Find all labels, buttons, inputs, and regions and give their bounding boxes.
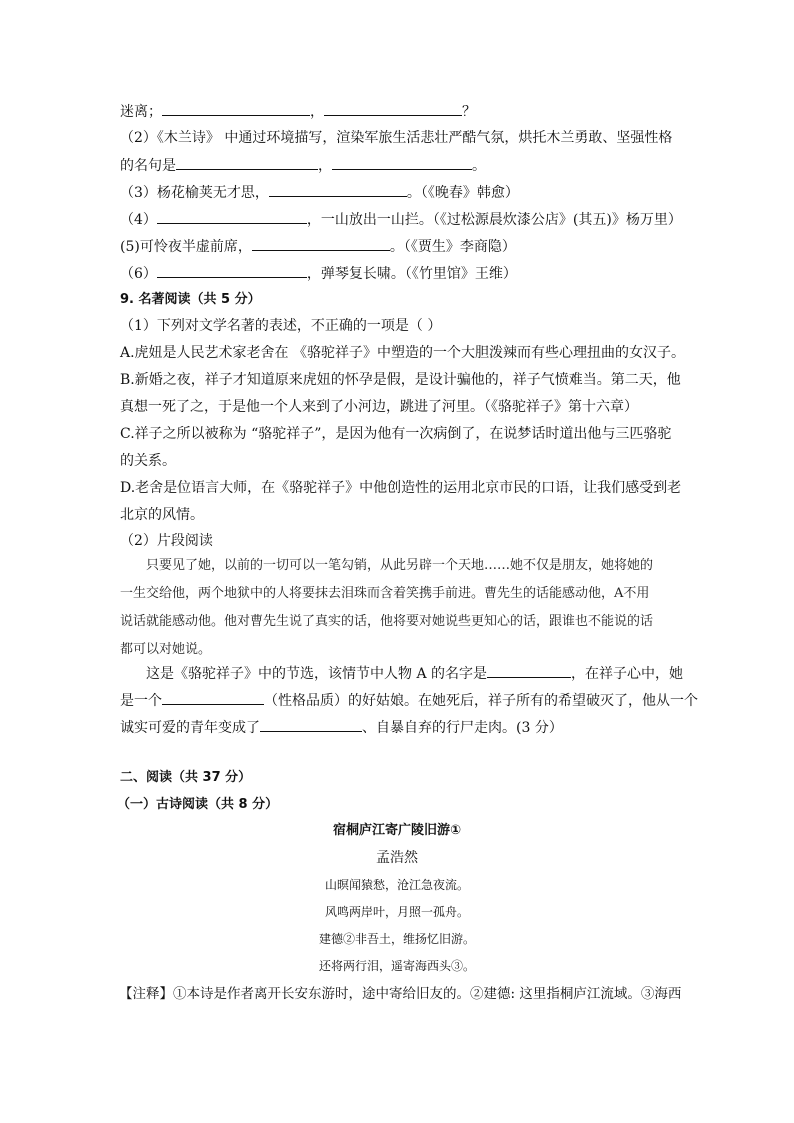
poem-line: 风鸣两岸叶，月照一孤舟。 (324, 905, 469, 919)
poem-notes (119, 984, 681, 1004)
poem-line: 建德②非吾土，维扬忆旧游。 (318, 932, 475, 946)
fill-line-4: （4） ，一山放出一山拦。（《过松源晨炊漆公店》(其五)》杨万里） (120, 209, 682, 230)
answer-blank[interactable] (157, 209, 307, 224)
fill-line-6: （6） ，弹琴复长啸。（《竹里馆》王维） (120, 263, 517, 284)
question-title: 9. 名著阅读（共 5 分） (120, 292, 261, 307)
answer-blank[interactable] (176, 155, 318, 170)
answer-blank[interactable] (252, 236, 390, 251)
fill-line-8: 是一个 （性格品质）的好姑娘。在她死后，祥子所有的希望破灭了，他从一个 (120, 690, 698, 711)
option-c-cont: 的关系。 (120, 453, 176, 469)
answer-blank[interactable] (269, 182, 407, 197)
question-text: （2）《木兰诗》 中通过环境描写，渲染军旅生活悲壮严酷气氛，烘托木兰勇敢、坚强性格 (120, 130, 673, 146)
poem-line: 山暝闻猿愁，沧江急夜流。 (324, 878, 469, 892)
line-label: 迷离； (120, 104, 162, 120)
poem-title: 宿桐庐江寄广陵旧游① (332, 823, 461, 838)
option-d-cont: 北京的风情。 (120, 507, 204, 523)
answer-blank[interactable] (162, 101, 310, 116)
fill-line-2: 的名句是 ， 。 (120, 155, 486, 176)
fill-line-9: 诚实可爱的青年变成了 、自暴自弃的行尸走肉。(3 分） (120, 717, 563, 738)
answer-blank[interactable] (487, 663, 571, 678)
fill-line-3: （3）杨花榆荚无才思， 。（《晚春》韩愈） (120, 182, 519, 203)
answer-blank[interactable] (324, 101, 462, 116)
answer-blank[interactable] (157, 263, 307, 278)
notes-label: 【注释】 (119, 986, 173, 1002)
answer-blank[interactable] (260, 717, 362, 732)
reading-passage (120, 552, 660, 664)
passage-text: 只要见了她，以前的一切可以一笔勾销，从此另辟一个天地……她不仅是朋友，她将她的一生交给他，两个地狱中的人将要抹去泪珠而含着笑携手前进。曹先生的话能感动他，A不用说话就能感动他。他对曹先生说了真实的话，他将要对她说些更知心的话，跟谁也不能说的话都可以对她说。 (120, 558, 654, 657)
sub-question: （2）片段阅读 (120, 533, 213, 549)
fill-line-1: 迷离； ， ？ (120, 101, 476, 122)
fill-line-7: 这是《骆驼祥子》中的节选，该情节中人物 A 的名字是 ，在祥子心中，她 (146, 663, 683, 684)
sub-question: （1）下列对文学名著的表述，不正确的一项是（ ） (120, 318, 442, 334)
section-title: 二、阅读（共 37 分） (120, 770, 252, 785)
poem-author: 孟浩然 (376, 850, 418, 866)
fill-line-5: (5)可怜夜半虚前席， 。（《贾生》李商隐） (120, 236, 516, 257)
option-b: B.新婚之夜，祥子才知道原来虎妞的怀孕是假，是设计骗他的，祥子气愤难当。第二天，他 (120, 372, 681, 388)
option-d: D.老舍是位语言大师，在《骆驼祥子》中他创造性的运用北京市民的口语，让我们感受到老 (120, 480, 682, 496)
poem-line: 还将两行泪，遥寄海西头③。 (318, 959, 475, 973)
answer-blank[interactable] (162, 690, 264, 705)
notes-text: ①本诗是作者离开长安东游时，途中寄给旧友的。②建德: 这里指桐庐江流域。③海西 (173, 986, 682, 1002)
option-c: C.祥子之所以被称为 “骆驼祥子”，是因为他有一次病倒了，在说梦话时道出他与三匹骆驼 (120, 426, 672, 442)
option-b-cont: 真想一死了之，于是他一个人来到了小河边，跳进了河里。（《骆驼祥子》第十六章） (120, 399, 638, 415)
subsection-title: （一）古诗阅读（共 8 分） (117, 797, 279, 812)
option-a: A.虎妞是人民艺术家老舍在 《骆驼祥子》中塑造的一个大胆泼辣而有些心理扭曲的女汉子。 (120, 345, 686, 361)
answer-blank[interactable] (332, 155, 472, 170)
